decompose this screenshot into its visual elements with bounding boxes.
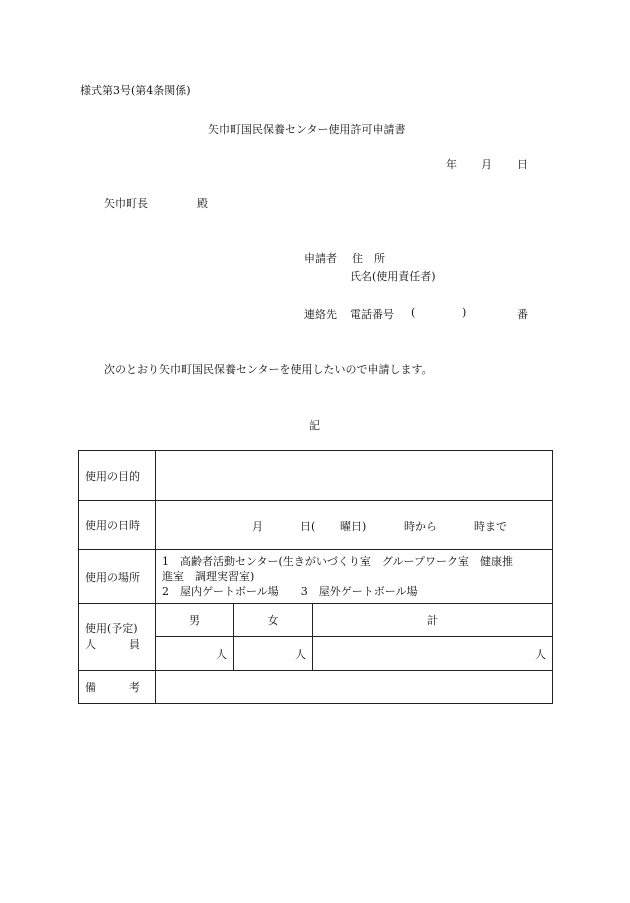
date-month: 月 [481, 158, 492, 171]
total-header: 計 [313, 604, 553, 637]
applicant-label: 申請者 [304, 252, 337, 265]
date-day: 日 [517, 158, 528, 171]
ki-label: 記 [309, 419, 320, 432]
female-count-field[interactable]: 人 [234, 637, 313, 671]
purpose-label: 使用の目的 [79, 451, 156, 501]
remarks-label: 備 考 [79, 671, 156, 704]
people-label [79, 604, 156, 671]
applicant-address-label: 住 所 [352, 252, 385, 265]
datetime-day: 日( [300, 520, 316, 533]
contact-paren-open: ( [411, 306, 416, 319]
contact-paren-close: ) [462, 306, 467, 319]
female-header: 女 [234, 604, 313, 637]
statement-text: 次のとおり矢巾町国民保養センターを使用したいので申請します。 [104, 363, 433, 376]
people-label-line-2: 人 員 [85, 638, 140, 651]
place-line-2: 進室 調理実習室) [162, 570, 255, 583]
purpose-field[interactable] [156, 451, 553, 501]
remarks-field[interactable] [156, 671, 553, 704]
application-table [78, 450, 553, 704]
contact-phone-label: 電話番号 [350, 308, 394, 321]
male-count-field[interactable]: 人 [156, 637, 234, 671]
people-header-row [79, 604, 553, 637]
remarks-row [79, 671, 553, 704]
purpose-row [79, 451, 553, 501]
form-number: 様式第3号(第4条関係) [80, 84, 191, 97]
addressee-name: 矢巾町長 [104, 197, 148, 210]
datetime-until: 時まで [474, 520, 507, 533]
date-year: 年 [446, 158, 457, 171]
people-label-line-1: 使用(予定) [85, 622, 138, 635]
contact-label: 連絡先 [304, 308, 337, 321]
datetime-weekday: 曜日) [340, 520, 367, 533]
datetime-from: 時から [404, 520, 437, 533]
page-title: 矢巾町国民保養センター使用許可申請書 [208, 123, 406, 136]
applicant-name-label: 氏名(使用責任者) [350, 270, 436, 283]
datetime-row [79, 501, 553, 550]
datetime-month: 月 [252, 520, 263, 533]
contact-ban: 番 [517, 308, 528, 321]
place-label: 使用の場所 [79, 550, 156, 604]
place-row [79, 550, 553, 604]
addressee-honorific: 殿 [197, 197, 208, 210]
datetime-label: 使用の日時 [79, 501, 156, 550]
place-line-1: 1 高齢者活動センター(生きがいづくり室 グループワーク室 健康推 [162, 555, 513, 568]
total-count-field[interactable]: 人 [313, 637, 553, 671]
place-line-3: 2 屋内ゲートボール場 3 屋外ゲートボール場 [162, 585, 418, 598]
male-header: 男 [156, 604, 234, 637]
datetime-field[interactable] [156, 501, 553, 550]
place-options[interactable] [156, 550, 553, 604]
